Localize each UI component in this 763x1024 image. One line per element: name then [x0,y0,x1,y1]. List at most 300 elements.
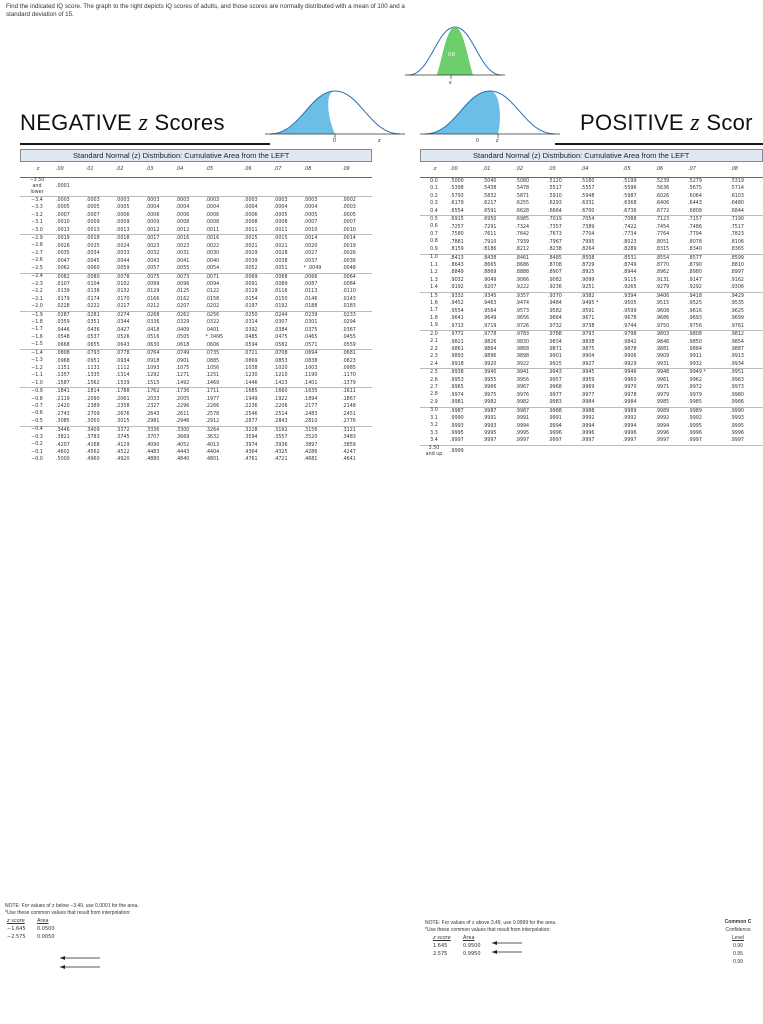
area-cell: .8289 [622,247,637,253]
area-cell: .2327 [145,404,160,410]
area-cell: .0139 [56,289,70,295]
neg-interp-head-z: z score [7,918,25,924]
area-cell: .7019 [548,216,581,224]
area-cell: .0582 [273,342,288,348]
area-cell: .2090 [85,396,100,402]
area-cell: .9993 [730,416,744,422]
z-cell: −2.3 [31,281,43,287]
col-head: .02 [116,162,146,178]
table-row [20,426,372,434]
area-cell: .0013 [56,227,70,233]
area-cell: .1251 [205,373,220,379]
area-cell: .0003 [342,205,356,211]
area-cell: .9099 [580,277,595,283]
area-cell: .7764 [655,232,670,238]
z-cell: 0.0 [430,178,438,184]
area-cell: .8186 [482,247,497,253]
area-cell: .9406 [655,292,688,300]
area-cell: .0668 [56,342,70,348]
area-cell: .0968 [56,358,70,364]
area-cell: .7357 [548,224,562,230]
z-cell: −0.1 [31,449,43,455]
area-cell: .9997 [450,438,464,444]
table-row [420,445,763,458]
z-cell: 0.4 [430,208,438,214]
area-cell: .0033 [115,251,130,257]
area-cell [515,445,548,458]
area-cell: .0015 [244,235,274,243]
area-cell: .0028 [273,251,288,257]
area-cell: .9463 [482,301,497,307]
area-cell: .9922 [515,361,530,367]
positive-rule [555,143,763,145]
area-cell: .8212 [515,247,530,253]
area-cell: .3669 [175,435,190,441]
area-cell: .3264 [205,426,243,434]
area-cell: .6554 [450,208,464,214]
area-cell: .5714 [730,186,744,192]
area-cell: .0018 [116,235,146,243]
area-cell: .9994 [655,423,670,429]
area-cell: .9925 [548,361,562,367]
area-cell: .6331 [580,201,595,207]
area-cell: .0681 [342,350,372,358]
area-cell: .0012 [175,227,190,233]
table-row [420,269,763,276]
area-cell: .9887 [730,346,744,352]
common-confidence-block [718,918,758,966]
area-cell: .0630 [145,342,160,348]
area-cell: .9671 [580,316,595,322]
area-cell: .0087 [303,281,318,287]
table-row [20,235,372,243]
positive-table-header [420,149,763,162]
area-cell: .5438 [482,186,497,192]
col-head-z: z [420,162,450,178]
col-head: .08 [304,162,342,178]
area-cell: .0150 [273,296,288,302]
table-row [20,265,372,273]
area-cell: .0060 [85,266,100,272]
area-cell: .9115 [622,277,637,283]
area-cell: .8078 [688,239,702,245]
area-cell: .4562 [85,449,100,455]
area-cell: .9968 [548,385,562,391]
area-cell: .5832 [482,193,497,199]
area-cell: .0869 [243,358,258,364]
area-cell: .3446 [56,426,86,434]
area-cell: .0008 [243,220,258,226]
area-cell: .0222 [85,304,100,310]
positive-title-z: z [690,110,700,136]
area-cell: .0007 [342,220,356,226]
area-cell: .9989 [655,407,688,415]
area-cell: .9997 [655,438,670,444]
area-cell: .8643 [450,262,464,268]
area-cell: * .0495 [205,335,224,341]
area-cell: .0030 [205,251,220,257]
area-cell: .4247 [342,449,356,455]
area-cell: .9934 [730,361,744,367]
area-cell: .9608 [655,308,670,314]
area-cell: .9649 [482,316,497,322]
area-cell: .9871 [548,346,562,352]
area-cell: .9783 [515,331,548,339]
z-cell: 3.2 [430,423,438,429]
col-head: .06 [244,162,274,178]
area-cell: .0162 [175,296,190,302]
area-cell: .9988 [581,407,623,415]
area-cell: .0336 [145,320,160,326]
area-cell: .9973 [730,385,744,391]
z-cell: −2.2 [31,289,43,295]
area-cell: .0287 [56,311,86,319]
area-cell: .0009 [85,220,100,226]
table-row [420,224,763,231]
area-cell: .0274 [116,311,146,319]
table-row [420,239,763,246]
area-cell: .0183 [342,304,356,310]
area-cell: .9955 [482,377,497,383]
area-cell: .9332 [450,292,483,300]
negative-title [20,110,225,137]
area-cell: .9222 [515,285,530,291]
area-cell: .3050 [85,419,100,425]
col-head: .03 [146,162,176,178]
area-cell: .0808 [56,350,86,358]
area-cell: .9990 [450,416,464,422]
area-cell: .2946 [175,419,190,425]
col-head: .05 [205,162,243,178]
area-cell: .0094 [205,281,220,287]
negative-note: NOTE: For values of z below −3.49, use 0.0001 for the area. [5,903,139,909]
area-cell: .9525 [688,301,702,307]
area-cell: .1151 [56,365,70,371]
z-cell: −2.1 [31,296,43,302]
area-cell: .9940 [483,369,516,377]
area-cell: .0129 [145,289,160,295]
area-cell: .9838 [580,339,595,345]
area-cell: .0104 [85,281,100,287]
area-cell: .8554 [655,254,688,262]
table-row [20,342,372,350]
area-cell: .0054 [205,266,220,272]
table-row [420,193,763,200]
pos-interp-area: 0.9500 [463,943,481,949]
area-cell: .1539 [115,380,130,386]
area-cell: .0080 [86,273,116,281]
z-cell: −2.4 [20,273,56,281]
area-cell: .0314 [243,320,258,326]
negative-table-header [20,149,372,162]
area-cell: .3520 [303,435,318,441]
area-cell: .9979 [655,392,670,398]
table-row [20,365,372,372]
area-cell: .9868 [515,346,530,352]
z-cell: −0.6 [31,411,43,417]
z-cell: −1.9 [20,311,56,319]
area-cell: .9997 [482,438,497,444]
area-cell: .9370 [548,292,581,300]
area-cell: .9162 [730,277,744,283]
area-cell: .7389 [580,224,595,230]
area-cell: .7995 [580,239,595,245]
area-cell: .2177 [303,404,318,410]
area-cell: .2119 [56,396,70,402]
area-cell: .6443 [688,201,702,207]
area-cell: .2236 [243,404,258,410]
area-cell [342,178,372,197]
area-cell: .0250 [244,311,274,319]
col-head: .06 [655,162,688,178]
area-cell: .4404 [205,449,220,455]
positive-curve [420,87,560,145]
area-cell: .0022 [205,243,220,249]
area-cell: .9693 [688,316,702,322]
area-cell: .9744 [622,323,637,329]
area-cell: .9991 [482,416,497,422]
area-cell: .0012 [145,227,160,233]
area-cell: .0006 [145,212,160,218]
negative-note-block [5,903,375,941]
area-cell: .0694 [304,350,342,358]
area-cell: .0016 [176,235,206,243]
area-cell: .1949 [243,396,258,402]
area-cell: .0375 [303,327,318,333]
area-cell: .7486 [688,224,702,230]
table-row [420,384,763,391]
area-cell: .9962 [688,377,702,383]
area-cell: .0329 [175,320,190,326]
area-cell: .8531 [623,254,656,262]
z-cell: −0.8 [31,396,43,402]
area-cell: .9995 [450,430,464,436]
table-row [420,407,763,415]
z-cell: −2.8 [31,243,43,249]
area-cell: .0005 [115,205,130,211]
area-cell: .0084 [342,281,356,287]
area-cell: .4364 [243,449,258,455]
area-cell [581,445,623,458]
area-cell: .0571 [303,342,318,348]
area-cell: .9582 [548,308,562,314]
area-cell: .9975 [482,392,497,398]
area-cell: .0048 [342,266,356,272]
table-row [20,258,372,265]
area-cell: .9932 [688,361,702,367]
area-cell: .9967 [515,385,530,391]
table-row [20,197,372,205]
area-cell: .9357 [515,292,548,300]
area-cell: .0793 [86,350,116,358]
pos-interp-head-area: Area [463,935,475,941]
area-cell: .9812 [730,331,763,339]
area-cell: .1841 [56,388,86,396]
table-row [20,204,372,211]
area-cell: .1056 [205,365,220,371]
z-cell: 3.4 [430,438,438,444]
area-cell: .8315 [655,247,670,253]
area-cell: .8023 [622,239,637,245]
area-cell: .0174 [85,296,100,302]
common-sub1: Confidence [725,927,751,933]
area-cell: .9992 [688,416,702,422]
area-cell: .0322 [205,320,220,326]
area-cell: .9788 [548,331,581,339]
area-cell: .5557 [580,186,595,192]
area-cell: .0446 [56,327,70,333]
area-cell: .1230 [243,373,258,379]
area-cell: .5239 [655,179,670,184]
area-cell: .0239 [304,311,342,319]
neg-curve-zero: 0 [333,138,336,144]
area-cell: .7422 [622,224,637,230]
table-row [20,388,372,396]
area-cell: .9987 [483,407,516,415]
z-cell: 3.0 [420,407,450,415]
table-row [420,369,763,377]
area-cell: .9994 [580,423,595,429]
area-cell: .4761 [243,457,258,463]
area-cell: .9066 [515,277,530,283]
area-cell: .7054 [581,216,623,224]
pos-interp-area: 0.9950 [463,951,481,957]
area-cell [548,445,581,458]
area-cell: .9920 [482,361,497,367]
col-head: .08 [730,162,763,178]
area-cell: .2061 [115,396,130,402]
z-cell: −2.7 [31,250,43,256]
area-cell: .8962 [655,270,670,276]
area-cell: .9997 [580,438,595,444]
area-cell: .9913 [730,354,744,360]
area-cell: .9996 [548,430,562,436]
area-cell: .0021 [273,243,288,249]
z-cell: −2.0 [31,304,43,310]
area-cell: .5199 [622,179,637,184]
area-cell [655,445,688,458]
table-row [420,377,763,384]
area-cell: .1762 [146,388,176,396]
area-cell: .8925 [580,270,595,276]
area-cell: .5675 [688,186,702,192]
area-cell: .0307 [273,320,288,326]
area-cell: .0119 [243,289,258,295]
table-row [420,339,763,346]
area-cell: .7190 [730,216,763,224]
area-cell: .9943 [548,369,581,377]
neg-interp-z: −2.575 [7,934,26,940]
area-cell: .6480 [730,201,744,207]
area-cell: .4840 [175,457,190,463]
pos-curve-axis: z [496,138,499,144]
area-cell: .8485 [548,254,581,262]
area-cell: .8264 [580,247,595,253]
z-cell: 2.8 [430,392,438,398]
area-cell: .9803 [655,331,688,339]
area-cell: .5793 [450,193,464,199]
area-cell: .0778 [116,350,146,358]
area-cell: .0618 [175,342,190,348]
area-cell: .1003 [303,365,318,371]
z-cell: −3.0 [31,227,43,233]
table-row [20,212,372,219]
area-cell: .9846 [655,339,670,345]
area-cell: .0089 [273,281,288,287]
area-cell: .1977 [205,396,220,402]
area-cell: .1685 [244,388,274,396]
area-cell: .0007 [303,220,318,226]
area-cell: .9995 [515,430,530,436]
z-cell: −3.2 [31,212,43,218]
area-cell: .4013 [205,442,220,448]
positive-title-tail: Scor [706,110,753,135]
area-cell: .1446 [243,380,258,386]
area-cell: .7088 [623,216,656,224]
area-cell: .0001 [56,184,70,190]
area-label: 0.8 [448,52,455,58]
area-cell: .5319 [730,179,744,184]
area-cell: .4641 [342,457,356,463]
area-cell: .9292 [688,285,702,291]
area-cell: .9772 [450,331,483,339]
area-cell: .2776 [342,419,356,425]
area-cell: .9515 [655,301,670,307]
area-cell: .1401 [303,380,318,386]
area-cell: .0594 [243,342,258,348]
area-cell: .9982 [515,400,530,406]
area-cell: .9713 [450,323,464,329]
area-cell: .9842 [622,339,637,345]
area-cell: .7734 [622,232,637,238]
area-cell: .5120 [548,179,562,184]
col-head: .04 [176,162,206,178]
area-cell: .3121 [342,426,372,434]
z-cell: 2.4 [430,361,438,367]
area-cell: .9927 [580,361,595,367]
area-cell: .1587 [56,380,70,386]
area-cell: .0166 [145,296,160,302]
z-cell: −0.2 [31,442,43,448]
area-cell [483,445,516,458]
table-row [420,185,763,192]
area-cell: .7157 [688,216,730,224]
area-cell: .0934 [115,358,130,364]
area-cell: .0005 [273,212,288,218]
area-cell: .0025 [85,243,100,249]
positive-note: NOTE: For values of z above 3.49, use 0.9999 for the area. [425,920,557,926]
table-row [420,353,763,360]
area-cell: .3632 [205,435,220,441]
area-cell: .9535 [730,301,744,307]
area-cell: * .0049 [303,266,322,272]
area-cell: .0007 [56,212,70,218]
area-cell: .0004 [175,205,190,211]
area-cell: .0409 [175,327,190,333]
area-cell: .0004 [145,205,160,211]
col-head: .04 [581,162,623,178]
negative-title-word: NEGATIVE [20,110,133,135]
area-cell: .0004 [303,205,318,211]
area-cell: .7823 [730,232,744,238]
area-cell [688,445,730,458]
area-cell: .3594 [243,435,258,441]
area-cell: .9997 [730,438,744,444]
area-cell: .0268 [146,311,176,319]
area-cell: .1292 [145,373,160,379]
area-cell: .7881 [450,239,464,245]
area-cell: .9999 [450,445,483,458]
